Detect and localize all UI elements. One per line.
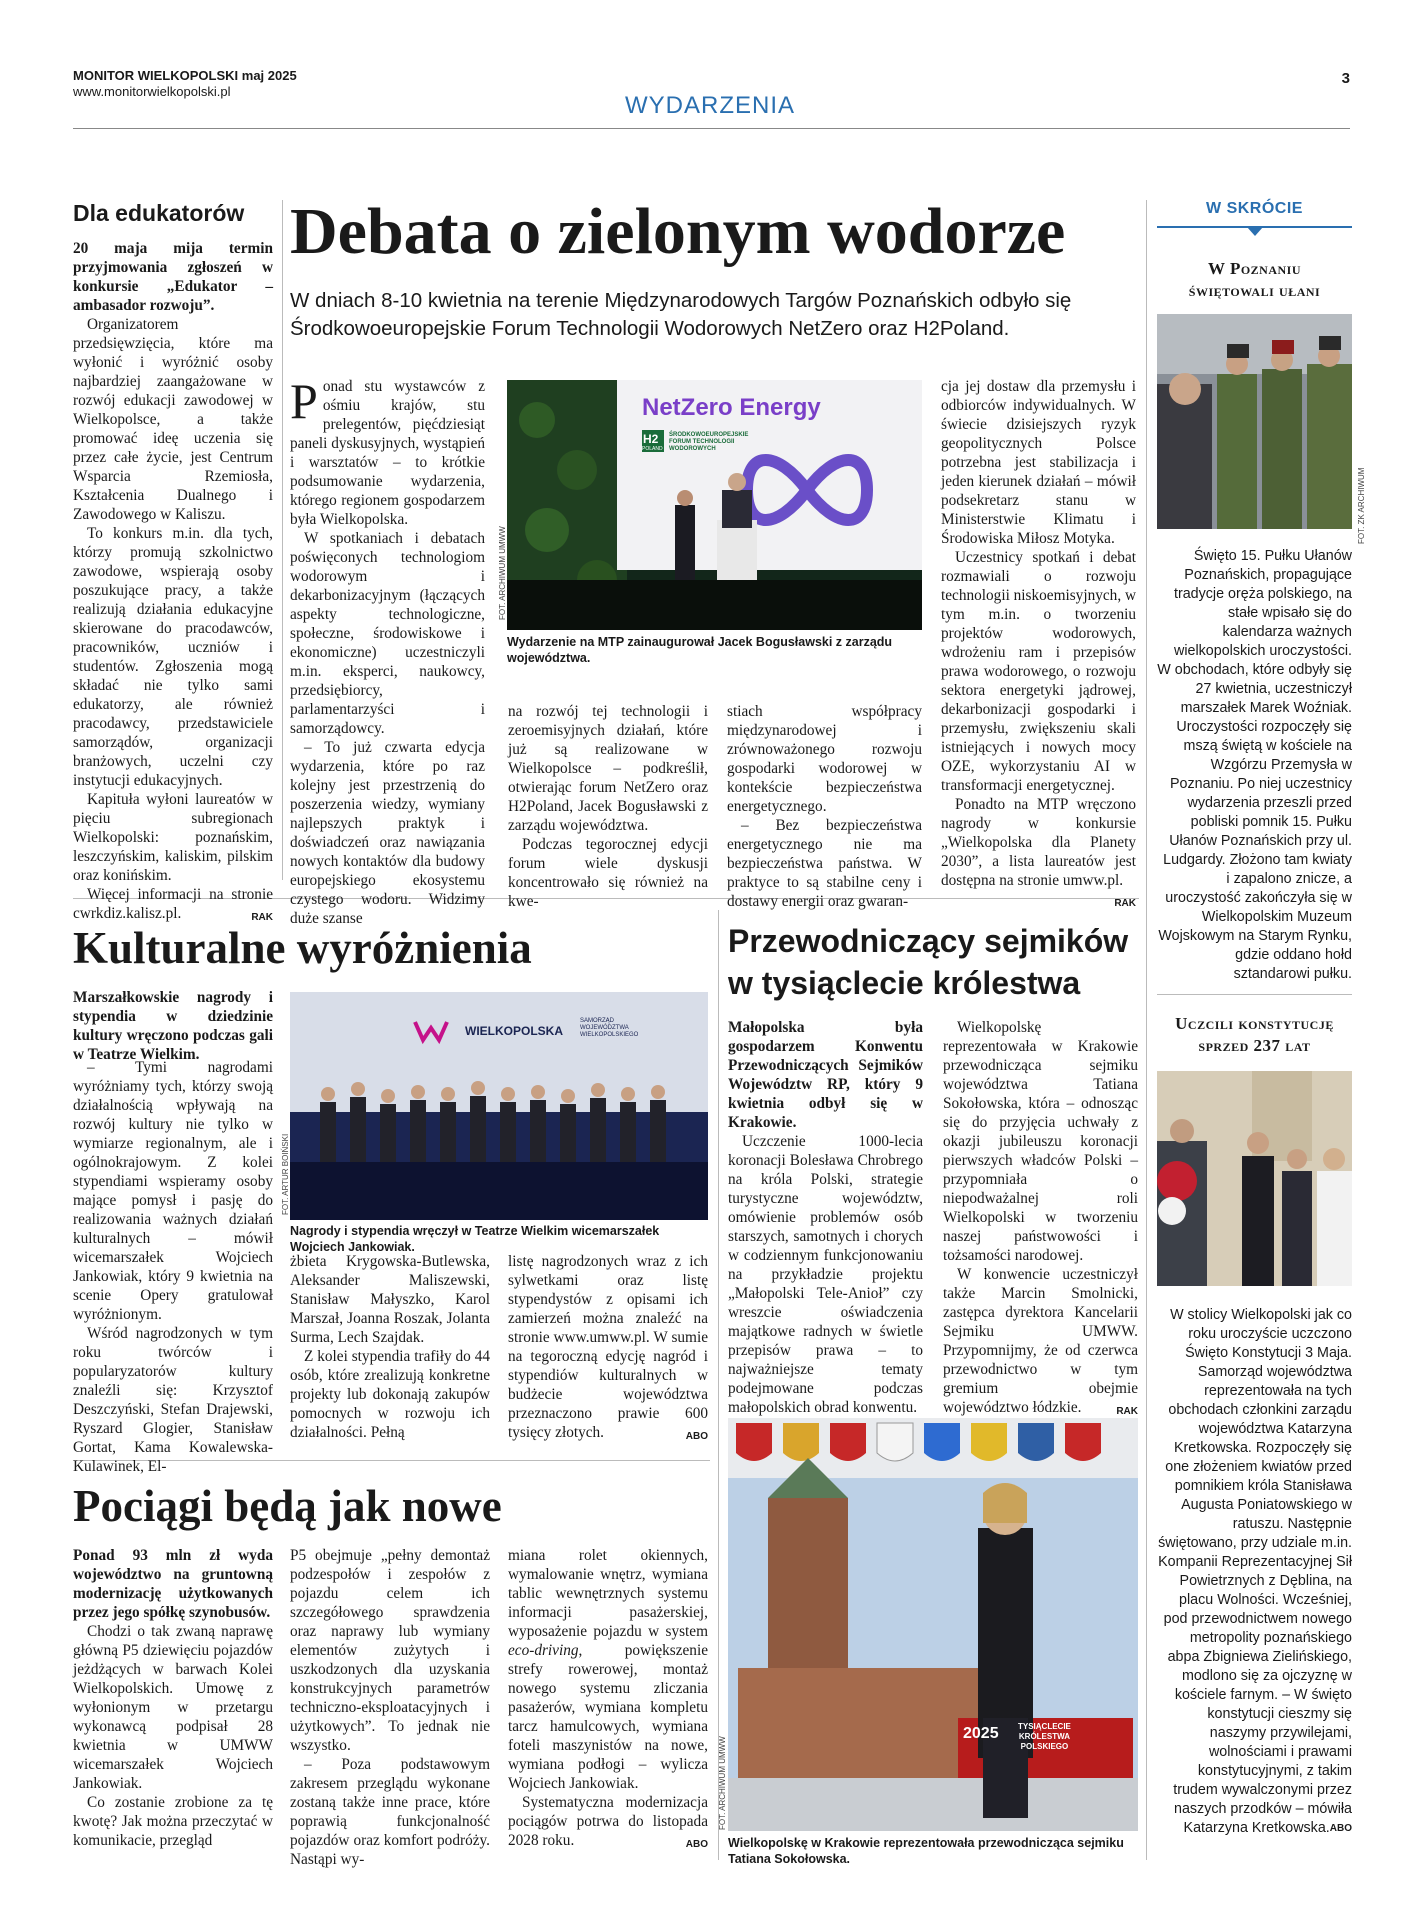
przew-column-1 xyxy=(728,1018,923,1417)
masthead xyxy=(73,68,297,100)
pociagi-paragraph: Chodzi o tak zwaną naprawę główną P5 dziewięciu pojazdów jeżdżących w barwach Kolei Wielkopolskich. Umowę z wyłonionym w przetargu wykonawcą podpisał 28 kwietnia w UMWW wicemarszałek Wojciech Jankowiak. xyxy=(73,1623,273,1792)
column-divider xyxy=(718,910,719,1860)
kultura-signature: ABO xyxy=(685,1431,708,1442)
kultura-paragraph: Z kolei stypendia trafiły do 44 osób, które zrealizują konkretne projekty lub dokonają zakupów pomocnych w rozwoju ich działalności. Pełną xyxy=(290,1348,490,1441)
edu-paragraph: Więcej informacji na stronie cwrkdiz.kalisz.pl. RAK xyxy=(73,885,273,923)
debate-column-2 xyxy=(508,702,708,911)
debate-title: Debata o zielonym wodorze xyxy=(290,195,1066,268)
konstytucja-title xyxy=(1157,1013,1352,1057)
kultura-paragraph: Wśród nagrodzonych w tym roku twórców i popularyzatorów kultury znaleźli się: Krzysztof Deszczyński, Stefan Drajewski, Ryszard Glogier, Stanisław Gortat, Kama Kowalewska-Kulawinek, El- xyxy=(73,1325,273,1475)
column-divider xyxy=(282,200,283,880)
debate-column-4 xyxy=(941,377,1136,913)
section-title: WYDARZENIA xyxy=(624,92,795,119)
pociagi-column-1 xyxy=(73,1546,273,1850)
krakow-photo xyxy=(728,1418,1138,1831)
debate-column-3 xyxy=(727,702,922,911)
gala-caption: Nagrody i stypendia wręczył w Teatrze Wielkim wicemarszałek Wojciech Jankowiak. xyxy=(290,1224,660,1254)
h2poland-badge-sub: POLAND xyxy=(642,446,663,452)
kultura-title: Kulturalne wyróżnienia xyxy=(73,923,532,973)
edu-signature: RAK xyxy=(251,912,273,923)
krakow-banner-year: 2025 xyxy=(963,1725,999,1742)
ulani-title xyxy=(1157,258,1352,302)
photo-credit: FOT. ARCHIWUM UMWW xyxy=(498,526,507,620)
przew-title-line: w tysiąclecie królestwa xyxy=(728,965,1081,1001)
przew-lead: Małopolska była gospodarzem Konwentu Przewodniczących Sejmików Województw RP, który 9 kwietnia odbył się w Krakowie. xyxy=(728,1019,923,1131)
przew-title-line: Przewodniczący sejmików xyxy=(728,923,1129,959)
kultura-paragraph: – Tymi nagrodami wyróżniamy tych, którzy swoją działalnością wpływają na rozwój kultury nie tylko w wymiarze regionalnym, ale i ogólnokrajowym. Z kolei stypendiami wspieramy osoby mające pomysł i pasję do realizowania ważnych działań kulturalnych – mówił wicemarszałek Wojciech Jankowiak, który 9 kwietnia na scenie Opery gratulował wyróżnionym. xyxy=(73,1059,273,1323)
debate-signature: RAK xyxy=(1114,898,1136,909)
gala-photo xyxy=(290,992,708,1220)
edu-paragraph: Kapituła wyłoni laureatów w pięciu subregionach Wielkopolski: poznańskim, leszczyńskim, kaliskim, pilskim oraz konińskim. xyxy=(73,791,273,884)
debate-column-1 xyxy=(290,373,486,928)
pociagi-paragraph: miana rolet okiennych, wymalowanie wnętrz, wymiana tablic wewnętrznych systemu informacji pasażerskiej, wyposażenie pojazdu w system eco-driving, powiększenie strefy rowerowej, montaż nowego systemu zliczania pasażerów, wymiana kompletu tarcz hamulcowych, wymiana foteli maszynistów na nowe, wymiana podłogi – wylicza Wojciech Jankowiak. xyxy=(508,1547,708,1792)
konstytucja-photo-illustration xyxy=(1157,1071,1352,1286)
kultura-paragraph: żbieta Krygowska-Butlewska, Aleksander Maliszewski, Stanisław Małyszko, Karol Marszał, Joanna Roszak, Jolanta Surma, Lech Szajdak. xyxy=(290,1253,490,1346)
konstytucja-title-line: Uczcili konstytucję xyxy=(1175,1014,1334,1033)
konstytucja-signature: ABO xyxy=(1329,1823,1352,1834)
pociagi-paragraph: – Poza podstawowym zakresem przeglądu wykonane zostaną także inne prace, które poprawią funkcjonalność pojazdów oraz komfort podróży. Nastąpi wy- xyxy=(290,1756,490,1868)
netzero-photo xyxy=(507,380,922,630)
netzero-screen-title: NetZero Energy xyxy=(642,394,821,421)
przew-signature: RAK xyxy=(1116,1406,1138,1417)
drop-cap: P xyxy=(290,373,318,429)
edu-paragraph: To konkurs m.in. dla tych, którzy promują szkolnictwo zawodowe, wspierają osoby poszukujące pracy, a także realizują działania edukacyjne skierowane do pracodawców, pracowników, uczniów i studentów. Zgłoszenia mogą składać nie tylko sami edukatorzy, ale również pracodawcy, przedstawiciele samorządów, organizacji branżowych, uczelni czy instytucji edukacyjnych. xyxy=(73,525,273,789)
debate-paragraph: Uczestnicy spotkań i debat rozmawiali o rozwoju technologii niskoemisyjnych, w tym m.in. o tworzeniu projektów wodorowych, wdrożeniu ram i przepisów prawa wodorowego, o rozwoju sektora energetyki jądrowej, dekarbonizacji gospodarki i przemysłu, zwiększeniu skali istniejących i nowych mocy OZE, wykorzystaniu AI w transformacji energetycznej. xyxy=(941,549,1137,794)
przew-title xyxy=(728,920,1148,1004)
ulani-photo-illustration xyxy=(1157,314,1352,529)
gala-banner-samorzad: SAMORZĄD WOJEWÓDZTWA WIELKOPOLSKIEGO xyxy=(580,1018,639,1038)
debate-paragraph: Ponad stu wystawców z ośmiu krajów, stu prelegentów, pięćdziesiąt paneli dyskusyjnych, wystąpień i warsztatów – to krótkie podsumowanie wydarzenia, którego regionem gospodarzem była Wielkopolska. xyxy=(290,373,486,528)
krakow-caption: Wielkopolskę w Krakowie reprezentowała przewodnicząca sejmiku Tatiana Sokołowska. xyxy=(728,1836,1124,1866)
ulani-text: Święto 15. Pułku Ułanów Poznańskich, propagujące tradycje oręża polskiego, na stałe wpisało się do kalendarza ważnych wielkopolskich uroczystości. W obchodach, które odbyły się 27 kwietnia, uczestniczył marszałek Marek Woźniak. Uroczystości rozpoczęły się mszą świętą w kościele na Wzgórzu Przemysła w Poznaniu. Po niej uczestnicy wydarzenia przeszli przed pobliski pomnik 15. Pułku Ułanów Poznańskich przy ul. Ludgardy. Złożono tam kwiaty i zapalono znicze, a uroczystość zakończyła się w Wielkopolskim Muzeum Wojskowym na Starym Rynku, gdzie oddano hołd sztandarowi pułku. xyxy=(1157,548,1352,982)
debate-paragraph: na rozwój tej technologii i zeroemisyjnych działań, które już są realizowane w Wielkopolsce – podkreślił, otwierając forum NetZero oraz H2Poland, Jacek Bogusławski z zarządu województwa. xyxy=(508,703,708,834)
kultura-lead-column xyxy=(73,988,273,1064)
pociagi-signature: ABO xyxy=(685,1839,708,1850)
kultura-lead: Marszałkowskie nagrody i stypendia w dziedzinie kultury wręczono podczas gali w Teatrze Wielkim. xyxy=(73,989,273,1063)
pociagi-lead: Ponad 93 mln zł wyda województwo na gruntowną modernizację użytkowanych przez jego spółkę szynobusów. xyxy=(73,1547,273,1621)
edu-article xyxy=(73,200,273,927)
debate-paragraph: W spotkaniach i debatach poświęconych technologiom wodorowym i dekarbonizacyjnym (łączących aspekty technologiczne, społeczne, środowiskowe i ekonomiczne) uczestniczyli m.in. eksperci, naukowcy, przedsiębiorcy, parlamentarzyści i samorządowcy. xyxy=(290,530,485,737)
gala-banner-wielkopolska: WIELKOPOLSKA xyxy=(465,1024,563,1038)
photo-credit: FOT. ARTUR BOIŃSKI xyxy=(281,1133,290,1215)
konstytucja-photo xyxy=(1157,1071,1352,1286)
photo-credit: FOT. ZK ARCHIWUM xyxy=(1357,467,1366,544)
ulani-photo xyxy=(1157,314,1352,529)
ulani-title-line: W Poznaniu xyxy=(1208,259,1301,278)
column-divider xyxy=(1146,200,1147,1860)
debate-paragraph: cja jej dostaw dla przemysłu i odbiorców indywidualnych. W świecie dzisiejszych ryzyk geopolitycznych Polsce potrzebna jest stabilizacja i jeden kierunek działań – mówił podsekretarz stanu w Ministerstwie Klimatu i Środowiska Miłosz Motyka. xyxy=(941,378,1136,547)
page-number: 3 xyxy=(1341,70,1350,87)
sidebar-divider xyxy=(1157,994,1352,995)
debate-paragraph: Ponadto na MTP wręczono nagrody w konkursie „Wielkopolska dla Planety 2030”, a lista laureatów jest dostępna na stronie umww.pl. RAK xyxy=(941,795,1136,890)
ulani-title-line: świętowali ułani xyxy=(1188,281,1321,300)
h2poland-badge: H2 xyxy=(643,432,659,446)
debate-lead: W dniach 8-10 kwietnia na terenie Międzynarodowych Targów Poznańskich odbyło się Środkowoeuropejskie Forum Technologii Wodorowych NetZero oraz H2Poland. xyxy=(290,289,1072,340)
konstytucja-text: W stolicy Wielkopolski jak co roku uroczyście uczczono Święto Konstytucji 3 Maja. Samorząd województwa reprezentowała na tych obchodach członkini zarządu województwa Katarzyna Kretkowska. Rozpoczęły się one złożeniem kwiatów przed pomnikiem króla Stanisława Augusta Poniatowskiego w ratuszu. Następnie świętowano, przy udziale m.in. Kompanii Reprezentacyjnej Sił Powietrznych z Dęblina, na placu Wolności. Wcześniej, pod przewodnictwem nowego metropolity poznańskiego abpa Zbigniewa Zielińskiego, modlono się za ojczyznę w kościele farnym. – W święto konstytucji cieszmy się naszymy przywilejami, wolnościami i prawami konstytucyjnymi, z takim trudem wywalczonymi przez naszych przodków – mówiła Katarzyna Kretkowska. ABO xyxy=(1158,1307,1352,1836)
kultura-column-3 xyxy=(508,1252,708,1446)
przew-paragraph: Uczczenie 1000-lecia koronacji Bolesława Chrobrego na króla Polski, strategie turystyczne województw, omówienie problemów osób starszych, samotnych i chorych w codziennym funkcjonowaniu na przykładzie projektu „Małopolski Tele-Anioł” czy wreszcie oświadczenia majątkowe radnych w świetle przepisów prawa – to najważniejsze tematy podejmowane podczas małopolskich obrad konwentu. xyxy=(728,1133,923,1416)
konstytucja-title-line: sprzed 237 lat xyxy=(1198,1036,1311,1055)
pociagi-title: Pociągi będą jak nowe xyxy=(73,1481,502,1531)
sidebar-header-rule xyxy=(1157,226,1352,228)
edu-title: Dla edukatorów xyxy=(73,200,245,226)
przew-column-2 xyxy=(943,1018,1138,1421)
sidebar-arrow-icon xyxy=(1247,227,1263,236)
kultura-column-1 xyxy=(73,1058,273,1476)
pociagi-paragraph: P5 obejmuje „pełny demontaż podzespołów i zespołów z pojazdu celem ich szczegółowego sprawdzenia oraz naprawy lub wymiany elementów zużytych i uszkodzonych dla uzyskania konstrukcyjnych parametrów techniczno-eksploatacyjnych i użytkowych”. To jednak nie wszystko. xyxy=(290,1547,490,1754)
pociagi-paragraph: Systematyczna modernizacja pociągów potrwa do listopada 2028 roku. ABO xyxy=(508,1793,708,1850)
header-divider xyxy=(73,128,1350,129)
przew-paragraph: Wielkopolskę reprezentowała w Krakowie przewodnicząca sejmiku województwa Tatiana Sokołowska, która – odnosząc się do przyjęcia uchwały z okazji jubileuszu koronacji pierwszych władców Polski – przypomniała o niepodważalnej roli Wielkopolski w tworzeniu naszej państwowości i tożsamości narodowej. xyxy=(943,1019,1138,1264)
publication-name: MONITOR WIELKOPOLSKI maj 2025 xyxy=(73,68,297,83)
przew-paragraph: W konwencie uczestniczył także Marcin Smolnicki, zastępca dyrektora Kancelarii Sejmiku UMWW. Przypomnijmy, że od czerwca przewodnictwo w tym gremium obejmie województwo łódzkie. RAK xyxy=(943,1265,1138,1417)
debate-paragraph: Podczas tegorocznej edycji forum wiele dyskusji koncentrowało się również na kwe- xyxy=(508,836,708,910)
krakow-banner-text: TYSIĄCLECIE KRÓLESTWA POLSKIEGO xyxy=(1018,1722,1071,1751)
w-skrocie-sidebar xyxy=(1157,200,1366,1838)
kultura-paragraph: listę nagrodzonych wraz z ich sylwetkami oraz listę stypendystów z opisami ich zamierzeń można znaleźć na stronie www.umww.pl. W sumie na tegoroczną edycję nagród i stypendiów kulturalnych w budżecie województwa przeznaczono prawie 600 tysięcy złotych. ABO xyxy=(508,1252,708,1442)
debate-paragraph: stiach współpracy międzynarodowej i zrównoważonego rozwoju gospodarki wodorowej w kontekście bezpieczeństwa energetycznego. xyxy=(727,703,922,815)
debate-paragraph: – To już czwarta edycja wydarzenia, które po raz kolejny jest przestrzenią do poszerzenia wiedzy, wymiany najlepszych praktyk i doświadczeń oraz nawiązania nowych kontaktów dla budowy europejskiego ekosystemu czystego wodoru. Widzimy duże szanse xyxy=(290,739,485,927)
kultura-column-2 xyxy=(290,1252,490,1442)
netzero-caption: Wydarzenie na MTP zainaugurował Jacek Bogusławski z zarządu województwa. xyxy=(507,635,893,665)
pociagi-column-2 xyxy=(290,1546,490,1869)
publication-url[interactable]: www.monitorwielkopolski.pl xyxy=(73,84,231,99)
edu-paragraph: Organizatorem przedsięwzięcia, które ma wyłonić i wyróżnić osoby najbardziej zaangażowane w rozwój edukacji zawodowej w Wielkopolsce, a także promować ideę uczenia się przez całe życie, jest Centrum Wsparcia Rzemiosła, Kształcenia Dualnego i Zawodowego w Kaliszu. xyxy=(73,316,273,523)
netzero-screen-subtitle: ŚRODKOWOEUROPEJSKIE FORUM TECHNOLOGII WODOROWYCH xyxy=(669,432,749,452)
pociagi-paragraph: Co zostanie zrobione za tę kwotę? Jak można przeczytać w komunikacie, przegląd xyxy=(73,1794,273,1849)
edu-lead: 20 maja mija termin przyjmowania zgłoszeń w konkursie „Edukator – ambasador rozwoju”. xyxy=(73,240,273,314)
pociagi-column-3 xyxy=(508,1546,708,1854)
krakow-photo-illustration xyxy=(728,1418,1138,1831)
photo-credit: FOT. ARCHIWUM UMWW xyxy=(718,1736,727,1830)
debate-paragraph: – Bez bezpieczeństwa energetycznego nie ma bezpieczeństwa państwa. W praktyce to są stabilne ceny i dostawy energii oraz gwaran- xyxy=(727,817,922,910)
sidebar-header: W SKRÓCIE xyxy=(1206,200,1303,217)
